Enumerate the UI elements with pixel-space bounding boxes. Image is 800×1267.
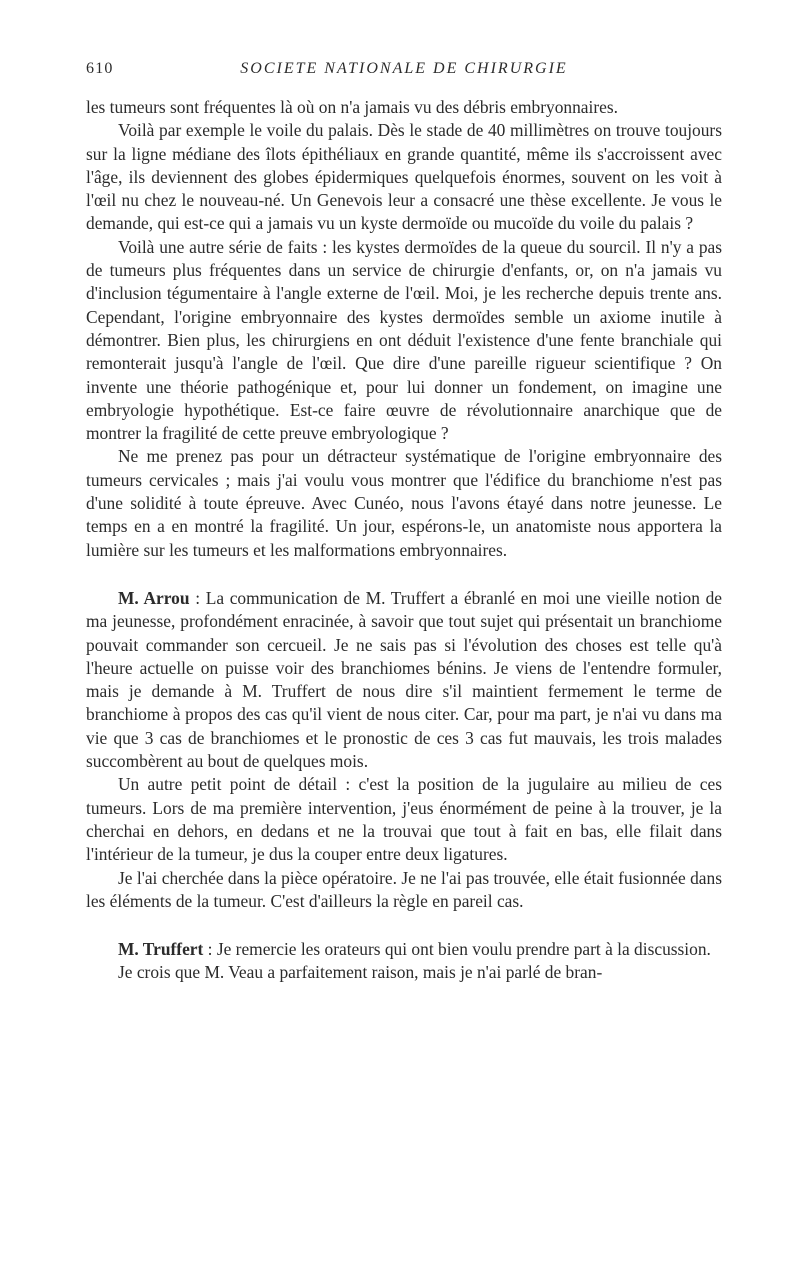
section-gap (86, 913, 722, 938)
speaker-text: : Je remercie les orateurs qui ont bien voulu prendre part à la discussion. (203, 939, 711, 960)
paragraph-jugulaire: Un autre petit point de détail : c'est la position de la jugulaire au milieu de ces tumeurs. Lors de ma première intervention, j'eus énormément de peine à la trouver, je la cherchai en dehors, en dedans et ne la trouvai que tout à fait en bas, elle filait dans l'intérieur de la tumeur, je dus la couper entre deux ligatures. (86, 774, 722, 865)
page-header (86, 60, 722, 86)
paragraph-branchiome-conclusion: Ne me prenez pas pour un détracteur systématique de l'origine embryonnaire des tumeurs cervicales ; mais j'ai voulu vous montrer que l'édifice du branchiome n'est pas d'une solidité à toute épreuve. Avec Cunéo, nous l'avons étayé dans notre jeunesse. Le temps en a en montré la fragilité. Un jour, espérons-le, un anatomiste nous apportera la lumière sur les tumeurs et les malformations embryonnaires. (86, 446, 722, 560)
body-text (86, 96, 722, 985)
speaker-name: M. Truffert (118, 939, 204, 960)
paragraph-arrou (86, 587, 722, 773)
running-head: SOCIETE NATIONALE DE CHIRURGIE (240, 60, 568, 77)
paragraph-truffert (86, 938, 722, 961)
paragraph-veau: Je crois que M. Veau a parfaitement raison, mais je n'ai parlé de bran- (118, 962, 603, 983)
paragraph-kystes-dermoides: Voilà une autre série de faits : les kystes dermoïdes de la queue du sourcil. Il n'y a pas de tumeurs plus fréquentes dans un service de chirurgie d'enfants, or, on n'a jamais vu d'inclusion tégumentaire à l'angle externe de l'œil. Moi, je les recherche depuis trente ans. Cependant, l'origine embryonnaire des kystes dermoïdes semble un axiome inutile à démontrer. Bien plus, les chirurgiens en ont déduit l'existence d'une fente branchiale qui remonterait jusqu'à l'angle de l'œil. Que dire d'une pareille rigueur scientifique ? On invente une théorie pathogénique et, pour lui donner un fondement, on imagine une embryologie hypothétique. Est-ce faire œuvre de révolutionnaire anarchique que de montrer la fragilité de cette preuve embryologique ? (86, 236, 722, 444)
speaker-name: M. Arrou (118, 587, 190, 608)
paragraph-continuation: les tumeurs sont fréquentes là où on n'a jamais vu des débris embryonnaires. (86, 97, 618, 117)
speaker-text: : La communication de M. Truffert a ébranlé en moi une vieille notion de ma jeunesse, profondément enracinée, à savoir que tout sujet qui présentait un branchiome pouvait commander son cercueil. Je ne sais pas si l'évolution des choses est telle qu'à l'heure actuelle on puisse voir des branchiomes bénins. Je viens de l'entendre formuler, mais je demande à M. Truffert de nous dire s'il maintient fermement le terme de branchiome à propos des cas qu'il vient de nous citer. Car, pour ma part, je n'ai vu dans ma vie que 3 cas de branchiomes et le pronostic de ces 3 cas fut mauvais, les trois malades succombèrent au bout de quelques mois. (86, 587, 723, 772)
page-number: 610 (86, 60, 114, 77)
paragraph-voile-du-palais: Voilà par exemple le voile du palais. Dès le stade de 40 millimètres on trouve toujours sur la ligne médiane des îlots épithéliaux en grande quantité, même ils s'accroissent avec l'âge, ils deviennent des globes épidermiques quelquefois énormes, souvent on les voit à l'œil nu chez le nouveau-né. Un Genevois leur a consacré une thèse excellente. Je vous le demande, qui est-ce qui a jamais vu un kyste dermoïde ou mucoïde du voile du palais ? (86, 120, 722, 234)
paragraph-piece-operatoire: Je l'ai cherchée dans la pièce opératoire. Je ne l'ai pas trouvée, elle était fusionnée dans les éléments de la tumeur. C'est d'ailleurs la règle en pareil cas. (86, 867, 722, 911)
section-gap (86, 562, 722, 587)
